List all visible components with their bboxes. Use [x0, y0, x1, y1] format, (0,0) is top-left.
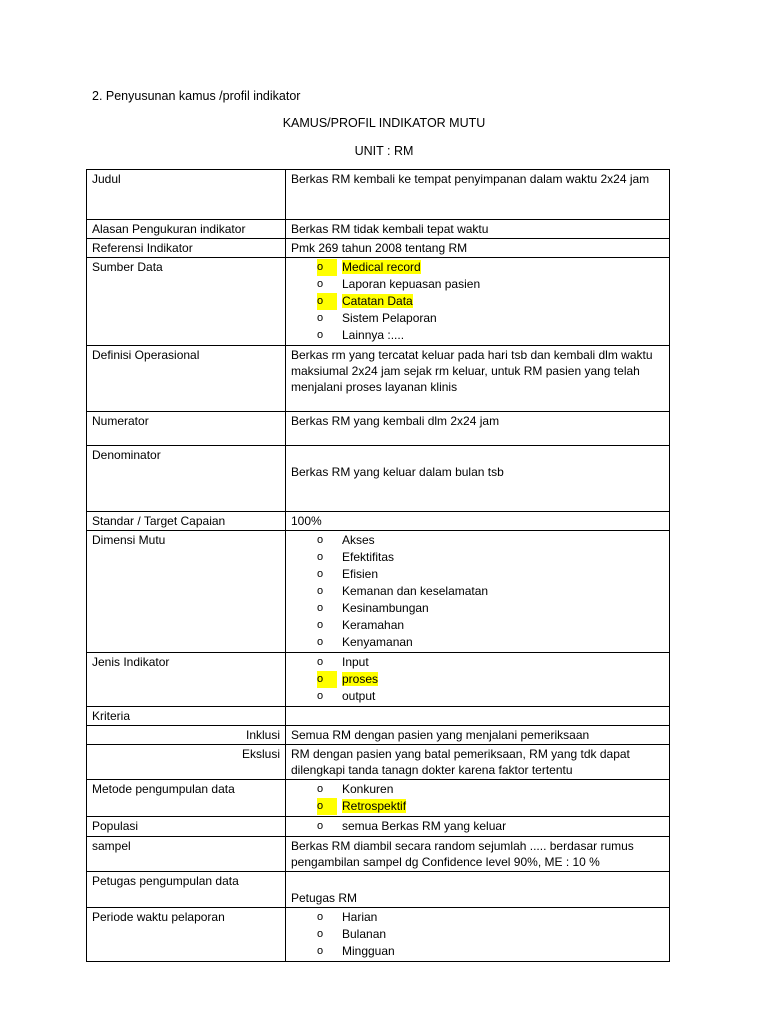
- label-ekslusi: Ekslusi: [87, 745, 286, 780]
- option-text: Kemanan dan keselamatan: [342, 584, 489, 598]
- value-denominator: Berkas RM yang keluar dalam bulan tsb: [291, 465, 504, 479]
- option-item: [291, 276, 664, 293]
- option-item: [291, 617, 664, 634]
- option-item: [291, 909, 664, 926]
- bullet-icon: o: [317, 329, 324, 341]
- option-item: [291, 583, 664, 600]
- bullet-icon: o: [317, 636, 324, 648]
- option-text: Kesinambungan: [342, 601, 429, 615]
- value-kriteria: [286, 707, 670, 726]
- value-numerator: Berkas RM yang kembali dlm 2x24 jam: [286, 412, 670, 446]
- option-item: [291, 634, 664, 651]
- bullet-icon: o: [317, 928, 324, 940]
- document-title: KAMUS/PROFIL INDIKATOR MUTU: [282, 116, 486, 130]
- value-denominator-cell: [286, 446, 670, 512]
- bullet-icon: o: [317, 312, 324, 324]
- value-dimensi: [286, 531, 670, 653]
- row-inklusi: [87, 726, 670, 745]
- option-text: Konkuren: [342, 782, 394, 796]
- option-text: Efektifitas: [342, 550, 395, 564]
- label-numerator: Numerator: [87, 412, 286, 446]
- label-judul: Judul: [87, 170, 286, 220]
- row-referensi: [87, 239, 670, 258]
- value-populasi: [286, 817, 670, 837]
- bullet-icon: o: [317, 690, 324, 702]
- option-text: Medical record: [342, 260, 421, 274]
- value-petugas-cell: [286, 872, 670, 908]
- bullet-icon: o: [317, 911, 324, 923]
- section-heading: 2. Penyusunan kamus /profil indikator: [92, 89, 301, 103]
- option-item: [291, 600, 664, 617]
- option-item: [291, 926, 664, 943]
- bullet-icon: o: [317, 945, 324, 957]
- bullet-icon: o: [317, 656, 324, 668]
- label-periode: Periode waktu pelaporan: [87, 908, 286, 962]
- row-sampel: [87, 837, 670, 872]
- value-judul: Berkas RM kembali ke tempat penyimpanan dalam waktu 2x24 jam: [286, 170, 670, 220]
- label-petugas: Petugas pengumpulan data: [87, 872, 286, 908]
- bullet-icon: o: [317, 798, 337, 815]
- option-item: [291, 671, 664, 688]
- row-denominator: [87, 446, 670, 512]
- sumber-data-list: [291, 259, 664, 344]
- value-ekslusi: RM dengan pasien yang batal pemeriksaan, RM yang tdk dapat dilengkapi tanda tanagn dokter karena faktor tertentu: [286, 745, 670, 780]
- option-text: semua Berkas RM yang keluar: [342, 819, 507, 833]
- option-text: Akses: [342, 533, 375, 547]
- bullet-icon: o: [317, 259, 337, 276]
- option-item: [291, 566, 664, 583]
- option-text: proses: [342, 672, 379, 686]
- bullet-icon: o: [317, 551, 324, 563]
- option-text: Efisien: [342, 567, 379, 581]
- label-kriteria: Kriteria: [87, 707, 286, 726]
- option-text: Laporan kepuasan pasien: [342, 277, 481, 291]
- option-item: [291, 688, 664, 705]
- option-item: [291, 532, 664, 549]
- row-ekslusi: [87, 745, 670, 780]
- row-standar: [87, 512, 670, 531]
- jenis-list: [291, 654, 664, 705]
- option-text: Kenyamanan: [342, 635, 413, 649]
- row-numerator: [87, 412, 670, 446]
- value-jenis: [286, 653, 670, 707]
- option-text: Retrospektif: [342, 799, 407, 813]
- option-text: output: [342, 689, 376, 703]
- value-petugas: Petugas RM: [291, 891, 358, 905]
- metode-list: [291, 781, 664, 815]
- row-periode: [87, 908, 670, 962]
- option-item: [291, 327, 664, 344]
- label-dimensi: Dimensi Mutu: [87, 531, 286, 653]
- option-item: [291, 798, 664, 815]
- option-item: [291, 549, 664, 566]
- unit-title: UNIT : RM: [354, 144, 414, 158]
- row-metode: [87, 780, 670, 817]
- option-item: [291, 781, 664, 798]
- value-inklusi: Semua RM dengan pasien yang menjalani pemeriksaan: [286, 726, 670, 745]
- value-sumber-data: [286, 258, 670, 346]
- option-item: [291, 259, 664, 276]
- label-jenis: Jenis Indikator: [87, 653, 286, 707]
- label-sampel: sampel: [87, 837, 286, 872]
- bullet-icon: o: [317, 585, 324, 597]
- option-item: [291, 943, 664, 960]
- option-item: [291, 310, 664, 327]
- label-sumber-data: Sumber Data: [87, 258, 286, 346]
- row-petugas: [87, 872, 670, 908]
- bullet-icon: o: [317, 783, 324, 795]
- bullet-icon: o: [317, 293, 337, 310]
- bullet-icon: o: [317, 278, 324, 290]
- option-text: Input: [342, 655, 369, 669]
- indicator-profile-table: [86, 169, 670, 962]
- label-definisi: Definisi Operasional: [87, 346, 286, 412]
- label-denominator: Denominator: [87, 446, 286, 512]
- label-inklusi: Inklusi: [87, 726, 286, 745]
- label-populasi: Populasi: [87, 817, 286, 837]
- bullet-icon: o: [317, 820, 324, 832]
- row-dimensi: [87, 531, 670, 653]
- value-standar: 100%: [286, 512, 670, 531]
- dimensi-list: [291, 532, 664, 651]
- option-item: [291, 654, 664, 671]
- row-populasi: [87, 817, 670, 837]
- row-sumber-data: [87, 258, 670, 346]
- row-jenis: [87, 653, 670, 707]
- option-text: Lainnya :....: [342, 328, 405, 342]
- bullet-icon: o: [317, 602, 324, 614]
- row-alasan: [87, 220, 670, 239]
- value-referensi: Pmk 269 tahun 2008 tentang RM: [286, 239, 670, 258]
- option-text: Mingguan: [342, 944, 395, 958]
- option-text: Keramahan: [342, 618, 405, 632]
- value-definisi: Berkas rm yang tercatat keluar pada hari tsb dan kembali dlm waktu maksiumal 2x24 jam sejak rm keluar, untuk RM pasien yang telah menjalani proses layanan klinis: [286, 346, 670, 412]
- populasi-list: [291, 818, 664, 835]
- value-sampel: Berkas RM diambil secara random sejumlah ..... berdasar rumus pengambilan sampel dg Confidence level 90%, ME : 10 %: [286, 837, 670, 872]
- row-judul: [87, 170, 670, 220]
- option-item: [291, 293, 664, 310]
- option-text: Catatan Data: [342, 294, 413, 308]
- bullet-icon: o: [317, 671, 337, 688]
- label-alasan: Alasan Pengukuran indikator: [87, 220, 286, 239]
- value-alasan: Berkas RM tidak kembali tepat waktu: [286, 220, 670, 239]
- value-metode: [286, 780, 670, 817]
- row-kriteria: [87, 707, 670, 726]
- option-text: Bulanan: [342, 927, 387, 941]
- label-standar: Standar / Target Capaian: [87, 512, 286, 531]
- bullet-icon: o: [317, 568, 324, 580]
- value-periode: [286, 908, 670, 962]
- periode-list: [291, 909, 664, 960]
- row-definisi: [87, 346, 670, 412]
- bullet-icon: o: [317, 534, 324, 546]
- option-item: [291, 818, 664, 835]
- option-text: Harian: [342, 910, 378, 924]
- label-referensi: Referensi Indikator: [87, 239, 286, 258]
- bullet-icon: o: [317, 619, 324, 631]
- label-metode: Metode pengumpulan data: [87, 780, 286, 817]
- option-text: Sistem Pelaporan: [342, 311, 437, 325]
